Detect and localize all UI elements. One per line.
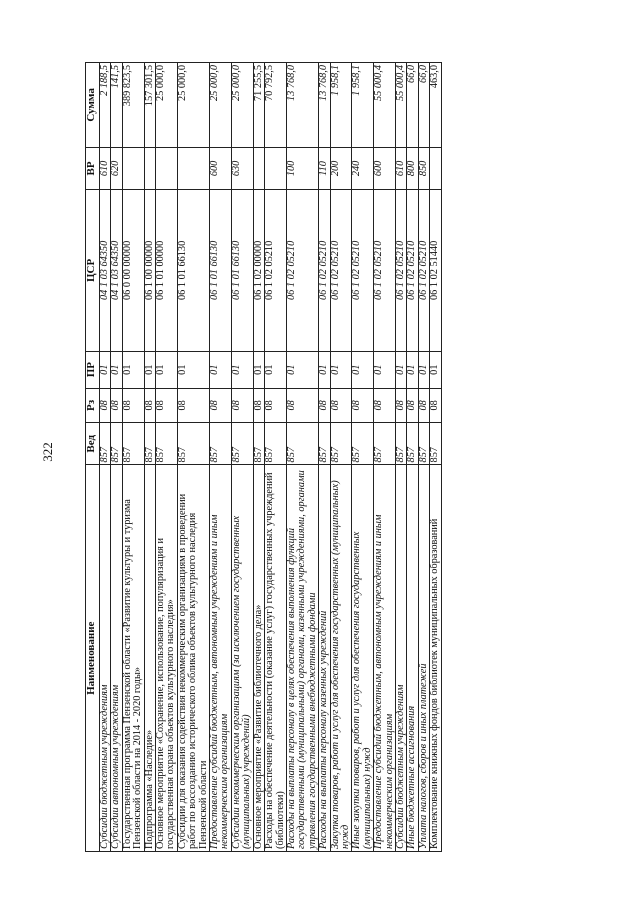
table-row (430, 63, 441, 852)
cell-csr: 06 1 01 66130 (210, 190, 232, 352)
cell-sum: 71 255,5 (253, 63, 264, 148)
cell-sum: 25 000,0 (156, 63, 178, 148)
cell-vr: 600 (210, 147, 232, 189)
cell-vr: 850 (418, 147, 429, 189)
cell-vr: 620 (111, 147, 122, 189)
cell-csr: 06 1 02 51440 (430, 190, 441, 352)
cell-ved: 857 (407, 423, 418, 465)
cell-rz: 08 (253, 388, 264, 422)
cell-sum: 141,5 (111, 63, 122, 148)
cell-pr: 01 (210, 351, 232, 388)
cell-csr: 06 1 02 05210 (330, 190, 352, 352)
cell-vr (253, 147, 264, 189)
table-row (111, 63, 122, 852)
cell-sum: 1 958,1 (330, 63, 352, 148)
cell-name: Предоставление субсидий бюджетным, автономным учреждениям и иным некоммерческим организациям (210, 465, 232, 852)
cell-sum: 1 958,1 (352, 63, 374, 148)
cell-pr: 01 (319, 351, 330, 388)
cell-ved: 857 (253, 423, 264, 465)
cell-vr (144, 147, 155, 189)
cell-ved: 857 (352, 423, 374, 465)
header-ved: Вед (86, 423, 100, 465)
cell-ved: 857 (177, 423, 209, 465)
cell-csr: 06 1 02 05210 (352, 190, 374, 352)
cell-vr: 600 (374, 147, 396, 189)
cell-csr: 06 1 01 66130 (231, 190, 253, 352)
cell-rz: 08 (100, 388, 111, 422)
header-pr: ПР (86, 351, 100, 388)
cell-vr: 200 (330, 147, 352, 189)
table-row (122, 63, 144, 852)
cell-ved: 857 (111, 423, 122, 465)
cell-sum: 55 000,4 (395, 63, 406, 148)
cell-vr: 610 (100, 147, 111, 189)
header-sum: Сумма (86, 63, 100, 148)
cell-sum: 25 000,0 (231, 63, 253, 148)
cell-name: Расходы на выплаты персоналу казенных учреждений (319, 465, 330, 852)
cell-vr: 630 (231, 147, 253, 189)
cell-ved: 857 (231, 423, 253, 465)
cell-csr: 06 1 02 05210 (265, 190, 287, 352)
cell-rz: 08 (395, 388, 406, 422)
cell-sum: 55 000,4 (374, 63, 396, 148)
cell-vr: 100 (286, 147, 318, 189)
table-row (265, 63, 287, 852)
cell-name: Субсидии бюджетным учреждениям (395, 465, 406, 852)
cell-ved: 857 (210, 423, 232, 465)
cell-sum: 157 301,5 (144, 63, 155, 148)
cell-rz: 08 (265, 388, 287, 422)
cell-name: Основное мероприятие «Сохранение, использование, популяризация и государственная охрана объектов культурного наследия» (156, 465, 178, 852)
cell-rz: 08 (319, 388, 330, 422)
cell-vr: 110 (319, 147, 330, 189)
table-row (177, 63, 209, 852)
table-row (395, 63, 406, 852)
cell-csr: 06 1 02 00000 (253, 190, 264, 352)
cell-vr (156, 147, 178, 189)
cell-rz: 08 (210, 388, 232, 422)
cell-rz: 08 (286, 388, 318, 422)
cell-ved: 857 (395, 423, 406, 465)
cell-csr: 06 1 02 05210 (286, 190, 318, 352)
cell-pr: 01 (265, 351, 287, 388)
cell-csr: 06 1 01 00000 (156, 190, 178, 352)
cell-pr: 01 (156, 351, 178, 388)
table-row (374, 63, 396, 852)
cell-pr: 01 (374, 351, 396, 388)
table-row (330, 63, 352, 852)
cell-ved: 857 (265, 423, 287, 465)
table-row (407, 63, 418, 852)
cell-ved: 857 (430, 423, 441, 465)
cell-ved: 857 (286, 423, 318, 465)
cell-name: Субсидии некоммерческим организациям (за исключением государственных (муниципальных) учреждений) (231, 465, 253, 852)
cell-name: Уплата налогов, сборов и иных платежей (418, 465, 429, 852)
cell-rz: 08 (111, 388, 122, 422)
cell-ved: 857 (156, 423, 178, 465)
header-vr: ВР (86, 147, 100, 189)
cell-csr: 06 1 01 66130 (177, 190, 209, 352)
table-row (231, 63, 253, 852)
cell-sum: 2 188,5 (100, 63, 111, 148)
table-row (319, 63, 330, 852)
cell-vr: 800 (407, 147, 418, 189)
cell-name: Закупка товаров, работ и услуг для обеспечения государственных (муниципальных) нужд (330, 465, 352, 852)
cell-rz: 08 (177, 388, 209, 422)
cell-sum: 70 792,5 (265, 63, 287, 148)
table-row (210, 63, 232, 852)
cell-rz: 08 (418, 388, 429, 422)
cell-name: Подпрограмма «Наследие» (144, 465, 155, 852)
cell-rz: 08 (330, 388, 352, 422)
cell-vr: 240 (352, 147, 374, 189)
cell-ved: 857 (418, 423, 429, 465)
cell-vr (122, 147, 144, 189)
cell-name: Иные бюджетные ассигнования (407, 465, 418, 852)
cell-ved: 857 (374, 423, 396, 465)
cell-pr: 01 (231, 351, 253, 388)
header-csr: ЦСР (86, 190, 100, 352)
cell-name: Основное мероприятие «Развитие библиотечного дела» (253, 465, 264, 852)
cell-ved: 857 (122, 423, 144, 465)
cell-pr: 01 (418, 351, 429, 388)
cell-pr: 01 (100, 351, 111, 388)
cell-name: Субсидии бюджетным учреждениям (100, 465, 111, 852)
cell-csr: 04 1 03 64350 (111, 190, 122, 352)
cell-csr: 06 1 00 00000 (144, 190, 155, 352)
cell-pr: 01 (111, 351, 122, 388)
cell-sum: 66,0 (407, 63, 418, 148)
cell-ved: 857 (319, 423, 330, 465)
cell-csr: 06 0 00 00000 (122, 190, 144, 352)
table-header-row (86, 63, 100, 852)
table-row (352, 63, 374, 852)
cell-pr: 01 (144, 351, 155, 388)
cell-name: Расходы на выплаты персоналу в целях обеспечения выполнения функций государственными (муниципальными) органами, казенными учреждениями, органами управления государственными внебюджетными фондами (286, 465, 318, 852)
page-number: 322 (40, 442, 55, 462)
cell-csr: 04 1 03 64350 (100, 190, 111, 352)
rotated-table-container (85, 62, 565, 852)
cell-sum: 25 000,0 (210, 63, 232, 148)
cell-csr: 06 1 02 05210 (407, 190, 418, 352)
cell-name: Предоставление субсидий бюджетным, автономным учреждениям и иным некоммерческим организациям (374, 465, 396, 852)
cell-rz: 08 (122, 388, 144, 422)
cell-pr: 01 (430, 351, 441, 388)
cell-rz: 08 (144, 388, 155, 422)
cell-pr: 01 (330, 351, 352, 388)
cell-vr (177, 147, 209, 189)
table-row (144, 63, 155, 852)
cell-name: Субсидии для оказания содействия некоммерческим организациям в проведении работ по воссозданию исторического облика объектов культурного наследия Пензенской области (177, 465, 209, 852)
cell-name: Субсидии автономным учреждениям (111, 465, 122, 852)
cell-vr: 610 (395, 147, 406, 189)
cell-pr: 01 (407, 351, 418, 388)
table-row (286, 63, 318, 852)
cell-rz: 08 (430, 388, 441, 422)
cell-rz: 08 (156, 388, 178, 422)
cell-rz: 08 (407, 388, 418, 422)
cell-name: Государственная программа Пензенской области «Развитие культуры и туризма Пензенской области на 2014 - 2020 годы» (122, 465, 144, 852)
cell-name: Расходы на обеспечение деятельности (оказание услуг) государственных учреждений (библиотеки) (265, 465, 287, 852)
cell-pr: 01 (253, 351, 264, 388)
cell-pr: 01 (122, 351, 144, 388)
cell-name: Иные закупки товаров, работ и услуг для обеспечения государственных (муниципальных) нужд (352, 465, 374, 852)
cell-csr: 06 1 02 05210 (319, 190, 330, 352)
cell-sum: 463,0 (430, 63, 441, 148)
table-row (253, 63, 264, 852)
cell-ved: 857 (330, 423, 352, 465)
cell-sum: 66,0 (418, 63, 429, 148)
cell-csr: 06 1 02 05210 (395, 190, 406, 352)
cell-name: Комплектование книжных фондов библиотек муниципальных образований (430, 465, 441, 852)
cell-sum: 13 768,0 (286, 63, 318, 148)
cell-sum: 389 823,5 (122, 63, 144, 148)
cell-ved: 857 (100, 423, 111, 465)
table-row (100, 63, 111, 852)
budget-table (85, 62, 442, 852)
cell-csr: 06 1 02 05210 (374, 190, 396, 352)
cell-sum: 25 000,0 (177, 63, 209, 148)
cell-vr (265, 147, 287, 189)
header-name: Наименование (86, 465, 100, 852)
cell-rz: 08 (231, 388, 253, 422)
cell-vr (430, 147, 441, 189)
cell-ved: 857 (144, 423, 155, 465)
cell-pr: 01 (395, 351, 406, 388)
cell-pr: 01 (177, 351, 209, 388)
cell-rz: 08 (352, 388, 374, 422)
table-row (418, 63, 429, 852)
cell-pr: 01 (352, 351, 374, 388)
cell-rz: 08 (374, 388, 396, 422)
cell-pr: 01 (286, 351, 318, 388)
table-row (156, 63, 178, 852)
header-rz: Рз (86, 388, 100, 422)
cell-sum: 13 768,0 (319, 63, 330, 148)
cell-csr: 06 1 02 05210 (418, 190, 429, 352)
